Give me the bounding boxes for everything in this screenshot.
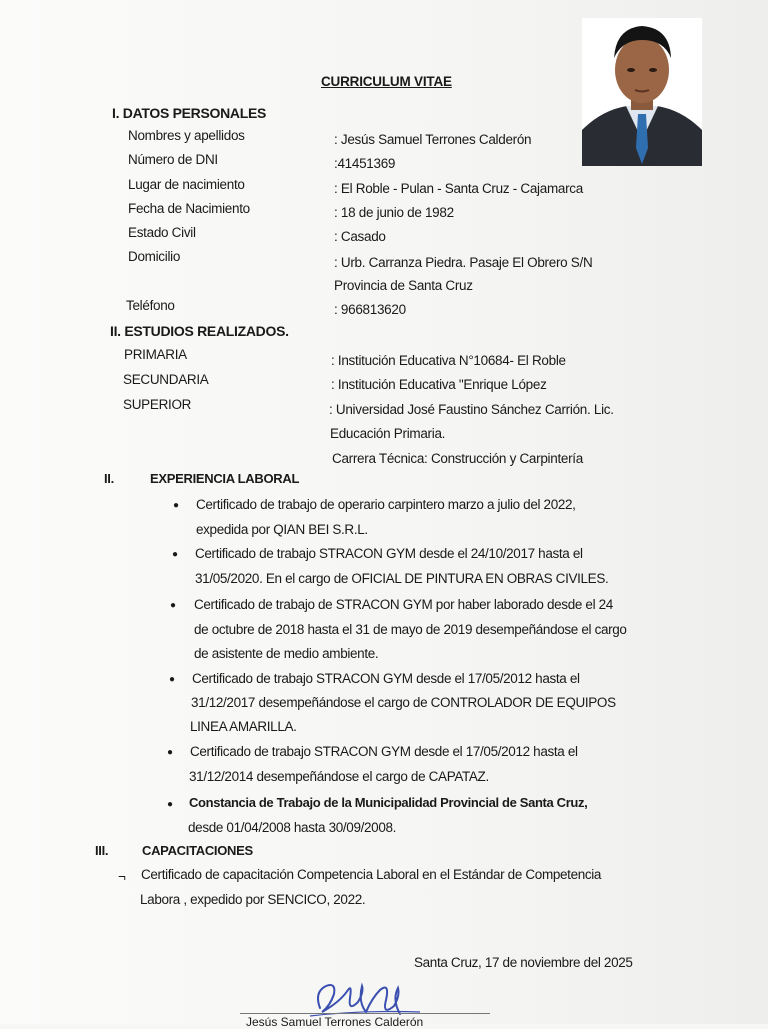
label-name: Nombres y apellidos xyxy=(128,128,245,143)
experience-item-4-line-1: Certificado de trabajo STRACON GYM desde el 17/05/2012 hasta el xyxy=(192,671,580,686)
experience-item-6-line-1: Constancia de Trabajo de la Municipalidad Provincial de Santa Cruz, xyxy=(189,795,588,810)
label-phone: Teléfono xyxy=(126,298,175,313)
place-date: Santa Cruz, 17 de noviembre del 2025 xyxy=(414,955,633,970)
value-phone: : 966813620 xyxy=(334,302,406,317)
profile-photo xyxy=(582,18,702,166)
experience-item-2-line-2: 31/05/2020. En el cargo de OFICIAL DE PINTURA EN OBRAS CIVILES. xyxy=(195,571,609,586)
experience-item-1-line-1: Certificado de trabajo de operario carpintero marzo a julio del 2022, xyxy=(196,497,576,512)
bullet: ● xyxy=(167,747,174,758)
section-heading-personal: I. DATOS PERSONALES xyxy=(112,105,267,121)
label-dni: Número de DNI xyxy=(128,152,218,167)
section-numeral-training: III. xyxy=(95,843,109,858)
value-address-line2: Provincia de Santa Cruz xyxy=(334,278,473,293)
experience-item-4-line-3: LINEA AMARILLA. xyxy=(190,719,297,734)
bullet: ● xyxy=(173,500,180,511)
training-mark: ¬ xyxy=(118,869,126,884)
experience-item-3-line-3: de asistente de medio ambiente. xyxy=(194,646,379,661)
label-birthdate: Fecha de Nacimiento xyxy=(128,201,250,216)
training-line-2: Labora , expedido por SENCICO, 2022. xyxy=(140,892,366,907)
bullet: ● xyxy=(167,799,174,810)
signature-line xyxy=(240,1013,490,1014)
bullet: ● xyxy=(170,600,177,611)
section-heading-training: CAPACITACIONES xyxy=(142,843,253,858)
value-primary: : Institución Educativa N°10684- El Roble xyxy=(331,353,566,368)
value-civil-status: : Casado xyxy=(334,229,386,244)
value-secondary: : Institución Educativa "Enrique López xyxy=(331,377,547,392)
training-line-1: Certificado de capacitación Competencia Laboral en el Estándar de Competencia xyxy=(141,867,602,882)
label-address: Domicilio xyxy=(128,249,181,264)
section-heading-experience: EXPERIENCIA LABORAL xyxy=(150,471,300,486)
label-secondary: SECUNDARIA xyxy=(123,372,209,387)
value-birthdate: : 18 de junio de 1982 xyxy=(334,205,454,220)
experience-item-3-line-2: de octubre de 2018 hasta el 31 de mayo de 2019 desempeñándose el cargo xyxy=(194,622,627,637)
experience-item-5-line-2: 31/12/2014 desempeñándose el cargo de CAPATAZ. xyxy=(189,769,489,784)
experience-item-3-line-1: Certificado de trabajo de STRACON GYM por haber laborado desde el 24 xyxy=(194,597,613,612)
section-heading-studies: II. ESTUDIOS REALIZADOS. xyxy=(110,323,289,339)
value-birthplace: : El Roble - Pulan - Santa Cruz - Cajamarca xyxy=(334,181,583,196)
value-name: : Jesús Samuel Terrones Calderón xyxy=(334,132,532,147)
label-birthplace: Lugar de nacimiento xyxy=(128,177,245,192)
value-superior: : Universidad José Faustino Sánchez Carrión. Lic. xyxy=(329,402,614,417)
value-dni: :41451369 xyxy=(334,156,396,171)
label-superior: SUPERIOR xyxy=(123,397,192,412)
experience-item-1-line-2: expedida por QIAN BEI S.R.L. xyxy=(196,522,368,537)
experience-item-6-line-2: desde 01/04/2008 hasta 30/09/2008. xyxy=(188,820,397,835)
label-civil-status: Estado Civil xyxy=(128,225,196,240)
experience-item-5-line-1: Certificado de trabajo STRACON GYM desde el 17/05/2012 hasta el xyxy=(190,744,578,759)
document-title: CURRICULUM VITAE xyxy=(321,74,452,89)
bullet: ● xyxy=(172,549,179,560)
value-address: : Urb. Carranza Piedra. Pasaje El Obrero S/N xyxy=(334,255,593,270)
signature-name: Jesús Samuel Terrones Calderón xyxy=(246,1015,424,1029)
experience-item-4-line-2: 31/12/2017 desempeñándose el cargo de CONTROLADOR DE EQUIPOS xyxy=(191,695,616,710)
value-superior-line2: Educación Primaria. xyxy=(330,426,446,441)
experience-item-2-line-1: Certificado de trabajo STRACON GYM desde el 24/10/2017 hasta el xyxy=(195,546,583,561)
value-technical: Carrera Técnica: Construcción y Carpintería xyxy=(332,451,583,466)
section-numeral-experience: II. xyxy=(104,471,114,486)
label-primary: PRIMARIA xyxy=(124,347,187,362)
bullet: ● xyxy=(169,674,176,685)
